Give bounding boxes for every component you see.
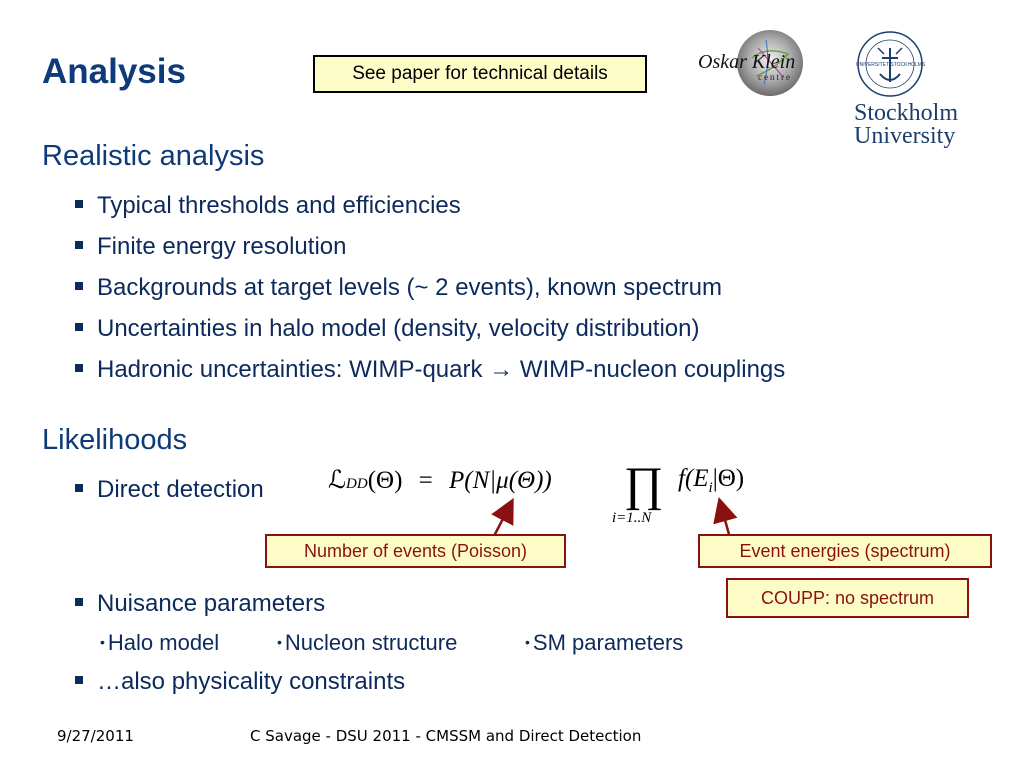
svg-text:UNIVERSITET STOCKHOLMS: UNIVERSITET STOCKHOLMS <box>856 62 926 68</box>
formula-f-e: f(E <box>678 465 709 492</box>
section-heading-likelihoods: Likelihoods <box>42 424 188 456</box>
formula-theta-arg: (Θ) <box>367 467 403 494</box>
sub-bullet-dot-icon: • <box>525 634 530 651</box>
footer-date: 9/27/2011 <box>57 727 134 745</box>
svg-text:Stockholm: Stockholm <box>854 100 959 126</box>
bullet-square-icon <box>75 598 83 606</box>
formula-poisson-term: P(N|μ(Θ)) <box>449 467 552 494</box>
bullet-text: Nuisance parameters <box>97 590 326 617</box>
formula-i-subscript: i <box>708 480 713 496</box>
bullet-text: …also physicality constraints <box>97 668 406 695</box>
note-coupp: COUPP: no spectrum <box>726 578 969 618</box>
formula-dd-subscript: DD <box>346 476 368 492</box>
svg-text:centre: centre <box>758 72 792 82</box>
bullet-text: Hadronic uncertainties: WIMP-quark → WIMP-nucleon couplings <box>97 356 786 383</box>
product-symbol: ∏ <box>624 458 664 511</box>
sub-item-text: Nucleon structure <box>284 630 458 655</box>
formula-script-l: ℒ <box>328 467 347 494</box>
section-heading-realistic-analysis: Realistic analysis <box>42 140 265 172</box>
bullet-text: Uncertainties in halo model (density, velocity distribution) <box>97 315 700 342</box>
sub-item-text: Halo model <box>107 630 220 655</box>
technical-details-callout: See paper for technical details <box>313 55 647 93</box>
formula-equals: = <box>418 467 433 494</box>
bullet-item <box>75 668 405 696</box>
note-poisson: Number of events (Poisson) <box>265 534 566 568</box>
sub-item <box>100 630 219 656</box>
slide-title: Analysis <box>42 52 186 91</box>
bullet-text: Typical thresholds and efficiencies <box>97 192 461 219</box>
bullet-item <box>75 590 325 618</box>
svg-text:University: University <box>854 123 956 149</box>
sub-item <box>525 630 683 656</box>
sub-bullet-dot-icon: • <box>100 634 105 651</box>
sub-item-text: SM parameters <box>532 630 684 655</box>
footer-text: C Savage - DSU 2011 - CMSSM and Direct Detection <box>250 727 642 745</box>
bullet-text: Finite energy resolution <box>97 233 347 260</box>
formula-theta-tail: |Θ) <box>712 465 745 492</box>
product-limits: i=1..N <box>612 510 652 526</box>
bullet-text: Direct detection <box>97 476 264 503</box>
bullet-text: Backgrounds at target levels (~ 2 events), known spectrum <box>97 274 722 301</box>
sub-bullet-dot-icon: • <box>277 634 282 651</box>
bullet-square-icon <box>75 676 83 684</box>
note-spectrum: Event energies (spectrum) <box>698 534 992 568</box>
sub-item <box>277 630 457 656</box>
svg-text:Oskar Klein: Oskar Klein <box>698 51 796 73</box>
